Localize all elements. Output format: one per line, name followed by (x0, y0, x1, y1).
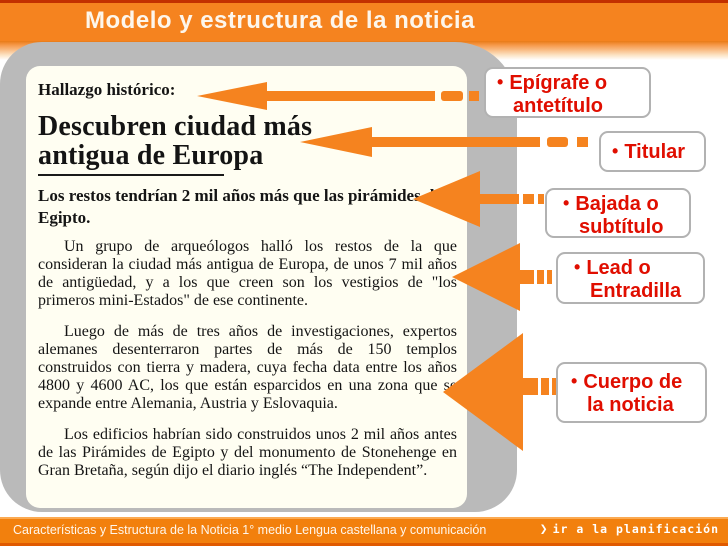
headline-underline (38, 174, 224, 176)
slide-title: Modelo y estructura de la noticia (85, 7, 475, 34)
bullet-icon: • (563, 193, 570, 213)
header-bar (0, 3, 728, 41)
headline-line1: Descubren ciudad más (38, 111, 313, 142)
titular-arrow-dash (577, 137, 588, 147)
callout-cuerpo-line2: la noticia (587, 394, 674, 416)
titular-arrow-dash (547, 137, 568, 147)
titular-arrow-shaft (368, 137, 540, 147)
footer-caption: Características y Estructura de la Noticia 1° medio Lengua castellana y comunicación (13, 523, 487, 537)
chevron-right-icon: ❯ (539, 522, 548, 537)
callout-lead-line1: Lead o (586, 257, 651, 279)
lead-arrow-shaft (516, 270, 534, 284)
callout-epigrafe (484, 67, 651, 118)
titular-arrow-icon (300, 127, 372, 157)
article-paragraph-body-1: Luego de más de tres años de investigaciones, expertos alemanes desenterraron partes de más de 150 templos construidos con tierra y madera, cuya fecha data entre los años 4800 y 4600 AC, los que están esparcidos en una zona que se expande entre Alemania, Austria y Eslovaquia. (38, 323, 457, 412)
bullet-icon: • (497, 72, 504, 92)
bullet-icon: • (574, 257, 581, 277)
epigraph-arrow-icon (197, 82, 267, 110)
callout-lead-line2: Entradilla (590, 280, 682, 302)
epigraph-arrow-dash (441, 91, 463, 101)
bajada-arrow-dash (523, 194, 534, 204)
cuerpo-arrow-shaft (498, 378, 538, 395)
bullet-icon: • (571, 371, 578, 391)
epigraph-arrow-shaft (263, 91, 435, 101)
headline-line2: antigua de Europa (38, 140, 264, 171)
article-subtitle: Los restos tendrían 2 mil años más que las pirámides de Egipto. (38, 186, 442, 227)
callout-titular (599, 131, 706, 172)
callout-epigrafe-line1: Epígrafe o (509, 72, 608, 94)
callout-bajada (545, 188, 691, 238)
callout-lead (556, 252, 705, 304)
go-to-planning-label: ir a la planificación (552, 522, 719, 536)
epigraph-arrow-dash (469, 91, 479, 101)
callout-cuerpo (556, 362, 707, 423)
bajada-arrow-dash (538, 194, 544, 204)
article-paragraph-lead: Un grupo de arqueólogos halló los restos de la que consideran la ciudad más antigua de Europa, de unos 7 mil años de antigüedad, y a los que creen son los vestigios de "los primeros mini-Estados" de ese continente. (38, 238, 457, 309)
callout-titular-line1: Titular (624, 141, 686, 163)
cuerpo-arrow-dash (541, 378, 549, 395)
bajada-arrow-icon (413, 171, 480, 227)
lead-arrow-icon (452, 243, 520, 311)
news-article (26, 66, 467, 508)
lead-arrow-dash (547, 270, 552, 284)
bullet-icon: • (612, 141, 619, 161)
callout-bajada-line1: Bajada o (575, 193, 659, 215)
callout-bajada-line2: subtítulo (579, 216, 664, 238)
go-to-planning-link[interactable] (540, 522, 719, 537)
footer-bar (0, 517, 728, 546)
callout-cuerpo-line1: Cuerpo de (583, 371, 683, 393)
lead-arrow-dash (537, 270, 544, 284)
article-paragraph-body-2: Los edificios habrían sido construidos unos 2 mil años antes de las Pirámides de Egipto y del monumento de Stonehenge en Gran Bretaña, según dijo el diario inglés “The Independent”. (38, 426, 457, 479)
callout-epigrafe-line2: antetítulo (513, 95, 603, 117)
article-epigraph: Hallazgo histórico: (38, 80, 176, 99)
bajada-arrow-shaft (477, 194, 519, 204)
